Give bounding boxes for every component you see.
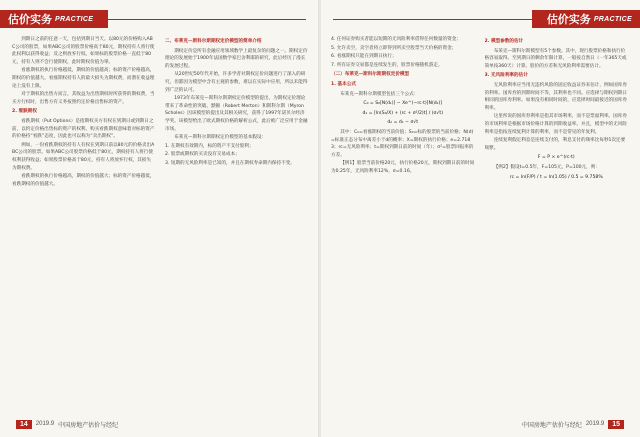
section-heading: 3. 无风险利率的估计 bbox=[484, 73, 528, 79]
left-section-header bbox=[0, 10, 108, 28]
section-heading: 2. 看跌期权 bbox=[12, 109, 37, 115]
body-paragraph: 例如，一份看跌期权的持有人有权在到期日前以80元的价格卖出ABC公司的股票。如果ABC公司股票价格低于80元，期权持有人将行使权利获得收益；如果股票价格高于80元，持有人将放弃行权，其损失为期权费。 bbox=[12, 142, 155, 171]
body-paragraph: 这里所说的国库券利率是指其市场利率，而不是票面利率。国库券的市场利率是根据市场价格计算的到期收益率。并且，模型中的无风险利率是指按连续复利计算的利率，而不是常见的年复利。 bbox=[484, 114, 627, 135]
body-paragraph: 到期日之前的任意一天，包括到期日当天。以80元的价格购入ABC公司的股票，如果ABC公司的股票价格高于80元，期权持有人将行使此权利以获得收益；反之则放弃行权。如果标的股票价格一直低于80元，持有人则不会行使期权，此时期权价值为零。 bbox=[12, 37, 155, 65]
left-header-rule bbox=[108, 19, 306, 20]
formula-line: rc = ln(F/P) / t = ln(1.05) / 0.5 = 9.758% bbox=[509, 174, 603, 180]
body-paragraph: 看涨期权的执行价格越低，期权的价值越高；标的资产价格越高，期权的价值越大。看涨期权持有人的最大损失为期权费，而潜在收益理论上没有上限。 bbox=[12, 68, 155, 89]
left-issue: 2019.9 bbox=[35, 421, 55, 427]
body-paragraph: 布莱克—斯科尔斯模型包括三个公式： bbox=[340, 91, 419, 97]
formula-line: d₂ = d₁ − σ√t bbox=[387, 120, 419, 126]
body-paragraph: 连续复利假定利息是连续支付的，利息支付的频率比每秒1次还要频繁。 bbox=[484, 138, 626, 151]
right-issue: 2019.9 bbox=[585, 421, 605, 427]
body-paragraph: 布莱克—斯科尔斯期权定价模型的基本假设： bbox=[174, 135, 267, 141]
list-item: 2. 股票或期权的买卖没有交易成本； bbox=[165, 152, 240, 158]
body-paragraph: 期权定价是所有金融应用领域数学上最复杂的问题之一。期权定价理论的发展始于1900年法国数学家巴舍利耶的研究，此后经历了漫长的发展过程。 bbox=[165, 48, 308, 69]
right-column-2 bbox=[485, 36, 629, 411]
body-paragraph: 【例2】假设t=0.5年，F=105元，P=100元，则： bbox=[493, 164, 600, 170]
body-paragraph: 看跌期权的执行价格越高，期权的价值越大；标的资产价格越低，看跌期权的价值越大。 bbox=[12, 174, 155, 187]
right-page bbox=[321, 0, 640, 437]
left-footer bbox=[12, 417, 306, 431]
section-heading: 2. 模型参数的估计 bbox=[484, 39, 524, 44]
left-column-2 bbox=[165, 36, 308, 411]
right-section-header bbox=[532, 10, 640, 28]
section-heading: 二、布莱克—斯科尔斯期权定价模型的简单介绍 bbox=[165, 39, 262, 44]
list-item: 6. 看涨期权只能在到期日执行； bbox=[331, 54, 397, 60]
right-column-1 bbox=[331, 36, 475, 411]
left-columns bbox=[12, 36, 308, 411]
right-header-subtitle: PRACTICE bbox=[593, 15, 632, 23]
section-heading: 1. 基本公式 bbox=[331, 81, 356, 87]
right-magazine-name: 中国房地产估价与经纪 bbox=[521, 421, 582, 429]
body-paragraph: 其中：C₀=看涨期权的当前价值；S₀=标的股票的当前价格；N(d)=标准正态分布中离差小于d的概率；X=期权的执行价格；e=2.7183；rc=无风险利率；t=期权到期日前的时间（年）；σ²=股票回报率的方差。 bbox=[331, 129, 474, 158]
left-magazine-name: 中国房地产估价与经纪 bbox=[58, 421, 119, 429]
formula-line: F = P × e^(rc·t) bbox=[537, 155, 575, 161]
left-header-title: 估价实务 bbox=[8, 14, 52, 26]
list-item: 1. 在期权有效期内，标的资产不支付股利； bbox=[165, 143, 254, 149]
right-header-title: 估价实务 bbox=[546, 14, 591, 26]
formula-line: d₁ = [ln(S₀/X) + (rc + σ²/2)t] / (σ√t) bbox=[362, 110, 443, 116]
body-paragraph: 无风险利率应当用无违约风险的固定收益证券来估计，例如国库券的利率。国库券的到期时间不等，其利率也不同。应选择与期权到期日相同的国库券利率。如果没有相同时间的，应选择时间最接近的国库券利率。 bbox=[484, 82, 627, 111]
right-columns bbox=[331, 36, 628, 411]
list-item: 3. 短期的无风险利率是已知的，并且在期权寿命期内保持不变。 bbox=[165, 160, 295, 166]
body-paragraph: 对于期权的出售方而言，其收益为出售期权时所获得的期权费，当买方行权时，出售方有义务按照约定价格出售标的资产。 bbox=[12, 92, 155, 105]
right-header-rule bbox=[333, 19, 532, 20]
body-paragraph: 看跌期权（Put Options）是指期权买方有权在到期日或到期日之前，以约定价格出售标的资产的权利。购买看跌期权意味着对标的资产的价格持“看跌”态度，因此也可以称为“卖出期权”。 bbox=[12, 118, 155, 140]
right-footer bbox=[333, 417, 628, 431]
list-item: 4. 任何证券购买者能以短期的无风险利率借得任何数量的资金； bbox=[331, 37, 461, 42]
section-heading: （二）布莱克—斯科尔斯期权定价模型 bbox=[331, 72, 410, 78]
left-header-subtitle: PRACTICE bbox=[55, 15, 94, 23]
body-paragraph: 布莱克—斯科尔斯模型有5个参数。其中，现行股票价格和执行价格容易取得。至到期日的剩余年限计算，一般按自然日（一年365天或简单按360天）计算。股价的方差和无风险利率需要估计。 bbox=[484, 48, 627, 69]
right-page-number: 15 bbox=[608, 420, 624, 429]
list-item: 5. 允许卖空，卖空者将立即得到所卖空股票当天价格的资金； bbox=[331, 45, 457, 51]
body-paragraph: 1973年布莱克—斯科尔斯期权定价模型的提出，为期权定价理论带来了革命性的突破。默顿（Robert Merton）和斯科尔斯（Myron Scholes）因该模型的提出及其相关研究，获得了1997年诺贝尔经济学奖。该模型给出了欧式期权价格的解析公式，此后被广泛应用于金融市场。 bbox=[165, 96, 308, 132]
left-column-1 bbox=[12, 36, 155, 411]
list-item: 7. 所有证券交易都是连续发生的，股票价格随机游走。 bbox=[331, 62, 443, 68]
formula-line: C₀ = S₀[N(d₁)] − Xe^(−rc·t)[N(d₂)] bbox=[363, 101, 443, 107]
body-paragraph: 【例1】股票当前价格20元，执行价格20元，期权到期日前的时间为0.25年，无风险利率12%，σ=0.16。 bbox=[331, 161, 475, 174]
left-page-number: 14 bbox=[16, 420, 32, 429]
body-paragraph: 从20世纪50年代开始，许多学者对期权定价问题进行了深入的研究，但都因为模型中含有主观的参数，难以在实际中应用，所以未能得到广泛的认可。 bbox=[165, 72, 308, 93]
left-page bbox=[0, 0, 319, 437]
